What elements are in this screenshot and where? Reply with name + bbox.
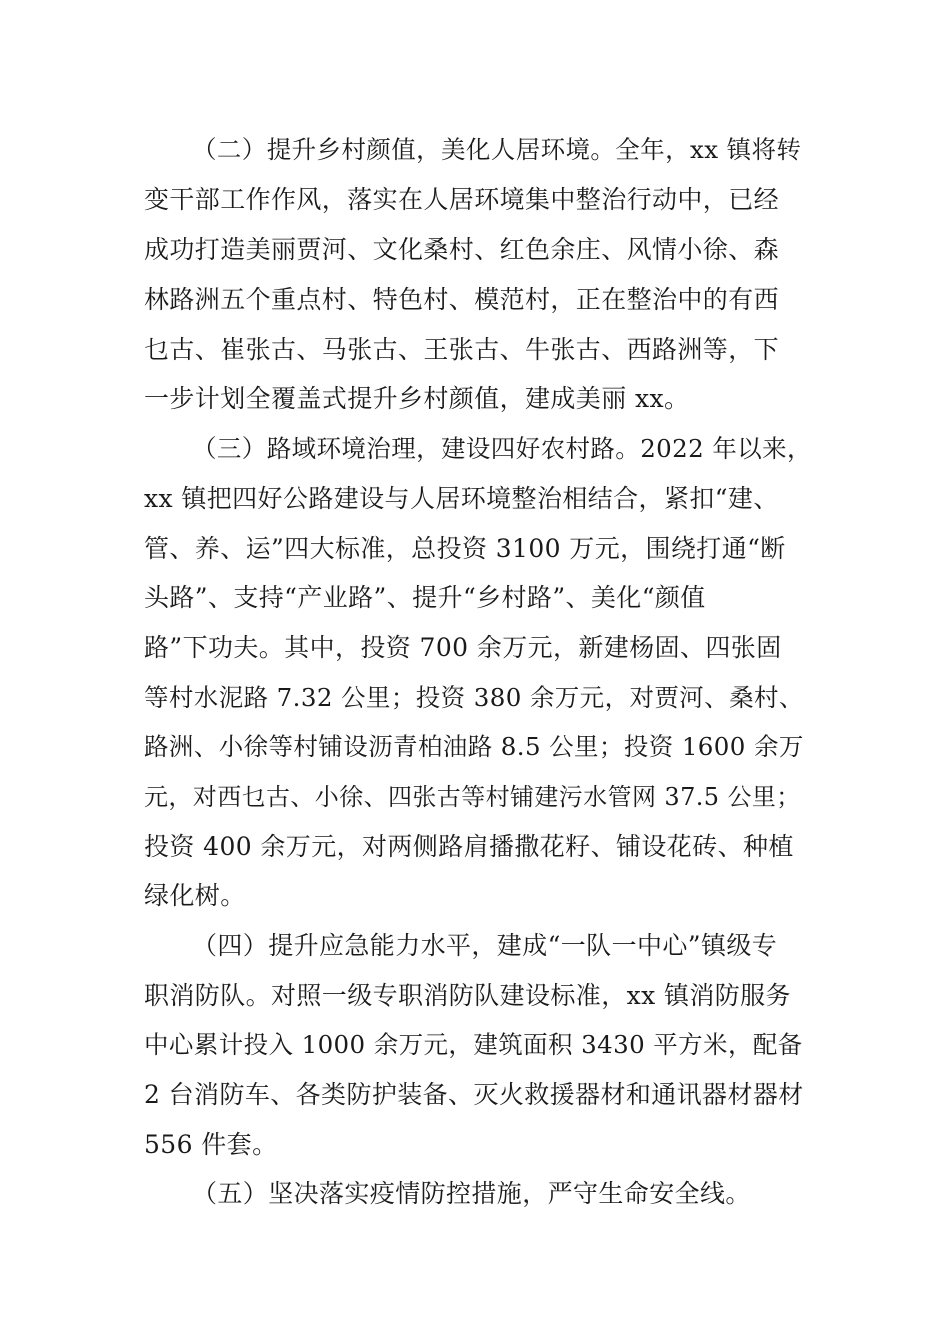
paragraph-4-line-2: 职消防队。对照一级专职消防队建设标准，xx 镇消防服务 xyxy=(144,981,791,1010)
paragraph-4-line-3: 中心累计投入 1000 余万元，建筑面积 3430 平方米，配备 xyxy=(144,1030,803,1059)
paragraph-3-line-8: 元，对西乜古、小徐、四张古等村铺建污水管网 37.5 公里； xyxy=(144,783,801,811)
paragraph-2-line-1: （二）提升乡村颜值，美化人居环境。全年，xx 镇将转 xyxy=(192,135,802,164)
paragraph-3-line-6: 等村水泥路 7.32 公里；投资 380 余万元，对贾河、桑村、 xyxy=(144,683,804,712)
paragraph-3-line-7: 路洲、小徐等村铺设沥青柏油路 8.5 公里；投资 1600 余万 xyxy=(144,732,804,761)
paragraph-3-line-9: 投资 400 余万元，对两侧路肩播撒花籽、铺设花砖、种植 xyxy=(144,832,794,861)
paragraph-2-line-5: 乜古、崔张古、马张古、王张古、牛张古、西路洲等，下 xyxy=(144,335,780,364)
paragraph-3-line-1: （三）路域环境治理，建设四好农村路。2022 年以来， xyxy=(192,434,812,463)
paragraph-4-line-1: （四）提升应急能力水平，建成“一队一中心”镇级专 xyxy=(192,931,778,960)
paragraph-5-line-1: （五）坚决落实疫情防控措施，严守生命安全线。 xyxy=(192,1179,751,1208)
paragraph-3-line-5: 路”下功夫。其中，投资 700 余万元，新建杨固、四张固 xyxy=(144,633,782,662)
paragraph-3-line-10: 绿化树。 xyxy=(144,881,246,910)
paragraph-2-line-3: 成功打造美丽贾河、文化桑村、红色余庄、风情小徐、森 xyxy=(144,235,780,264)
paragraph-4-line-5: 556 件套。 xyxy=(144,1130,278,1159)
paragraph-2-line-4: 林路洲五个重点村、特色村、模范村，正在整治中的有西 xyxy=(144,285,780,314)
paragraph-3-line-3: 管、养、运”四大标准，总投资 3100 万元，围绕打通“断 xyxy=(144,534,786,563)
paragraph-2-line-2: 变干部工作作风，落实在人居环境集中整治行动中，已经 xyxy=(144,185,780,214)
paragraph-4-line-4: 2 台消防车、各类防护装备、灭火救援器材和通讯器材器材 xyxy=(144,1080,804,1109)
paragraph-3-line-2: xx 镇把四好公路建设与人居环境整治相结合，紧扣“建、 xyxy=(144,484,779,513)
paragraph-2-line-6: 一步计划全覆盖式提升乡村颜值，建成美丽 xx。 xyxy=(144,384,690,413)
paragraph-3-line-4: 头路”、支持“产业路”、提升“乡村路”、美化“颜值 xyxy=(144,583,706,612)
